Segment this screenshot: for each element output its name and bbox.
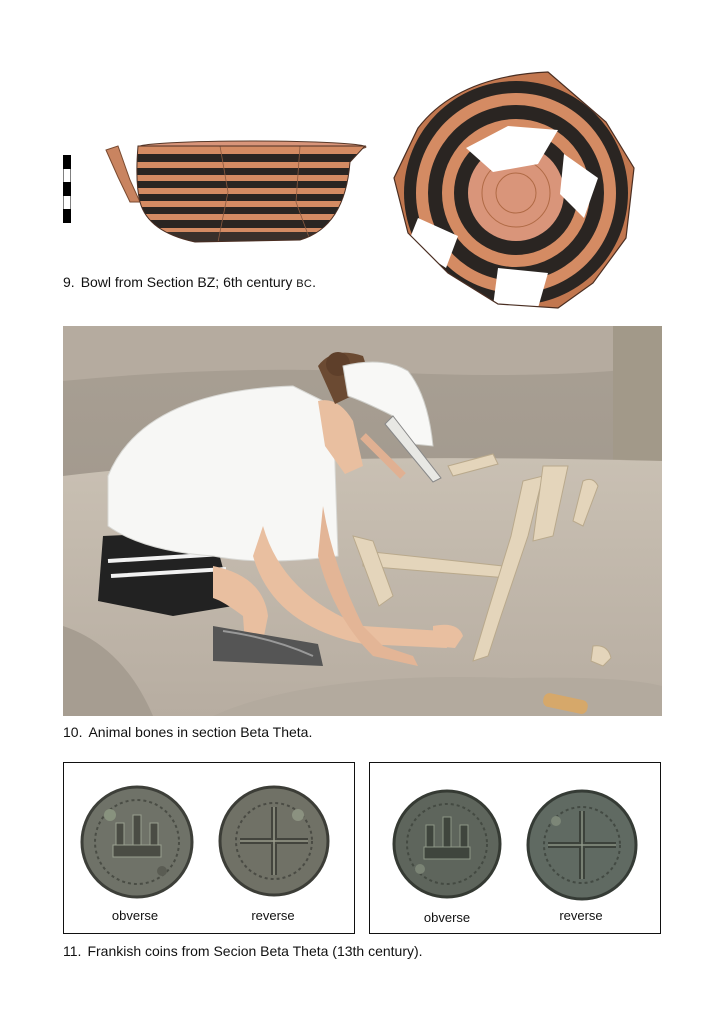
excavation-photo	[63, 326, 662, 716]
bowl-side-view-image	[100, 132, 370, 250]
figure-11-number: 11.	[63, 943, 82, 959]
figure-10-caption-text: Animal bones in section Beta Theta.	[88, 724, 313, 740]
figure-9-caption-end: .	[312, 274, 316, 290]
figure-9-caption-text: Bowl from Section BZ; 6th century	[80, 274, 293, 290]
figure-9-caption	[63, 273, 316, 293]
bowl-top-view-image	[388, 68, 638, 310]
coin-1-obverse-label: obverse	[111, 908, 159, 923]
figure-11-caption-text: Frankish coins from Secion Beta Theta (13th century).	[87, 943, 423, 959]
coin-panel-2	[369, 762, 661, 934]
coin-1-obverse-image	[80, 785, 194, 899]
figure-10-caption	[63, 723, 312, 741]
scale-bar	[63, 155, 71, 223]
coin-panel-1	[63, 762, 355, 934]
figure-9-number: 9.	[63, 274, 75, 290]
coin-2-reverse-image	[526, 789, 638, 901]
coin-2-obverse-label: obverse	[423, 910, 471, 925]
coin-1-reverse-label: reverse	[251, 908, 295, 923]
figure-11-caption	[63, 942, 423, 960]
coin-1-reverse-image	[218, 785, 330, 897]
coin-2-reverse-label: reverse	[559, 908, 603, 923]
figure-10-number: 10.	[63, 724, 83, 740]
coin-2-obverse-image	[392, 789, 502, 899]
figure-9-caption-era: BC	[296, 278, 313, 290]
